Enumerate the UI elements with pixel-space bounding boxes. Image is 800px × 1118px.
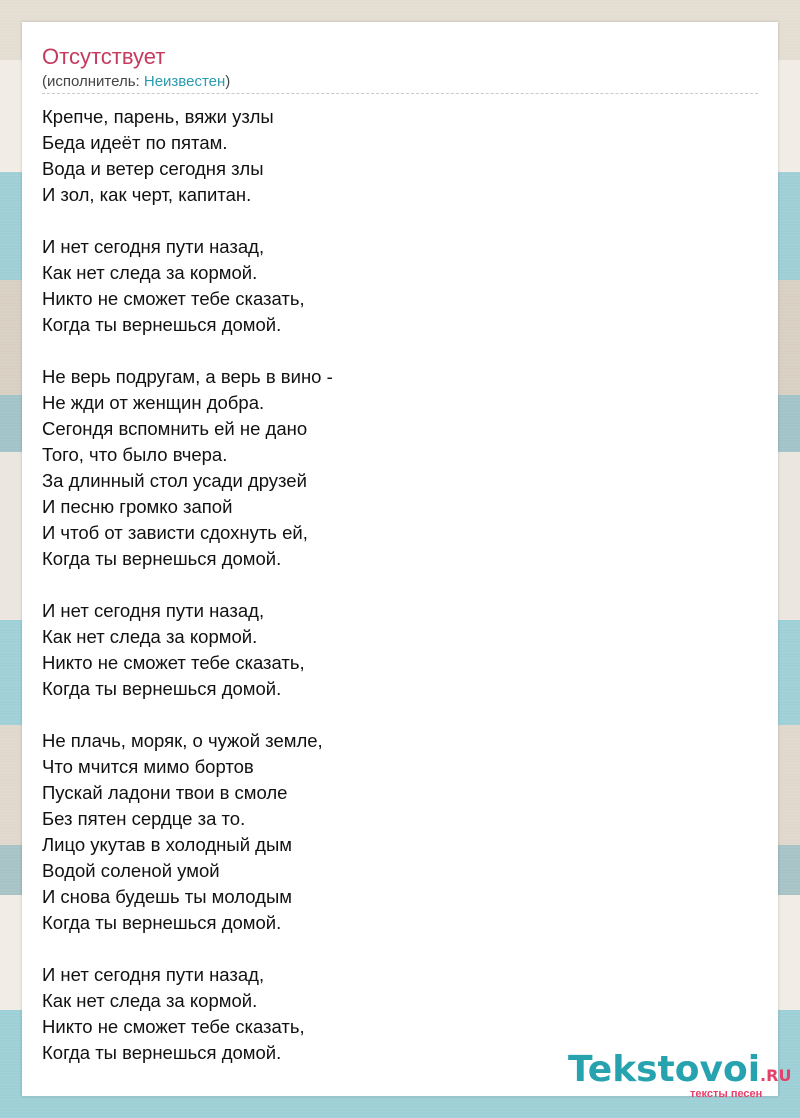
lyric-line: Когда ты вернешься домой.: [42, 548, 282, 569]
lyric-line: Что мчится мимо бортов: [42, 756, 254, 777]
lyric-line: Лицо укутав в холодный дым: [42, 834, 292, 855]
lyric-line: И зол, как черт, капитан.: [42, 184, 252, 205]
lyric-line: Как нет следа за кормой.: [42, 990, 258, 1011]
logo-tld: .RU: [760, 1066, 792, 1085]
lyric-line: Когда ты вернешься домой.: [42, 678, 282, 699]
stanza: [42, 728, 333, 936]
lyrics-page: [22, 22, 792, 1100]
stanza-gap: [42, 702, 333, 728]
lyric-line: Когда ты вернешься домой.: [42, 1042, 282, 1063]
lyric-line: Когда ты вернешься домой.: [42, 314, 282, 335]
lyric-line: Водой соленой умой: [42, 860, 220, 881]
lyric-line: Без пятен сердце за то.: [42, 808, 246, 829]
lyric-line: Никто не сможет тебе сказать,: [42, 288, 305, 309]
lyric-line: Пускай ладони твои в смоле: [42, 782, 288, 803]
stanza-gap: [42, 338, 333, 364]
stanza-gap: [42, 208, 333, 234]
lyric-line: Не верь подругам, а верь в вино -: [42, 366, 333, 387]
stanza: [42, 962, 333, 1066]
stanza: [42, 364, 333, 572]
logo-name: Tekstovoi: [568, 1049, 761, 1090]
artist-line: [42, 73, 230, 91]
divider: [42, 93, 758, 94]
lyric-line: И нет сегодня пути назад,: [42, 236, 265, 257]
stanza: [42, 104, 333, 208]
artist-suffix: ): [225, 73, 231, 90]
lyric-line: Беда идеёт по пятам.: [42, 132, 228, 153]
lyric-line: И чтоб от зависти сдохнуть ей,: [42, 522, 308, 543]
logo-tagline: тексты песен: [690, 1088, 763, 1100]
lyric-line: Сегондя вспомнить ей не дано: [42, 418, 308, 439]
lyric-line: Когда ты вернешься домой.: [42, 912, 282, 933]
lyric-line: Никто не сможет тебе сказать,: [42, 1016, 305, 1037]
lyric-line: Как нет следа за кормой.: [42, 626, 258, 647]
lyric-line: И нет сегодня пути назад,: [42, 600, 265, 621]
stanza: [42, 598, 333, 702]
song-title: Отсутствует: [42, 44, 166, 69]
lyric-line: Как нет следа за кормой.: [42, 262, 258, 283]
lyrics-body: [42, 104, 333, 1066]
lyric-line: Никто не сможет тебе сказать,: [42, 652, 305, 673]
lyric-line: За длинный стол усади друзей: [42, 470, 307, 491]
stanza-gap: [42, 936, 333, 962]
artist-prefix: (исполнитель:: [42, 73, 144, 90]
artist-link[interactable]: Неизвестен: [143, 73, 226, 90]
lyric-line: Не плачь, моряк, о чужой земле,: [42, 730, 323, 751]
lyric-line: И песню громко запой: [42, 496, 233, 517]
lyric-line: Не жди от женщин добра.: [42, 392, 265, 413]
lyric-line: Того, что было вчера.: [42, 444, 228, 465]
stanza-gap: [42, 572, 333, 598]
lyric-line: Вода и ветер сегодня злы: [42, 158, 264, 179]
lyric-line: И нет сегодня пути назад,: [42, 964, 265, 985]
stanza: [42, 234, 333, 338]
lyric-line: И снова будешь ты молодым: [42, 886, 292, 907]
lyric-line: Крепче, парень, вяжи узлы: [42, 106, 274, 127]
